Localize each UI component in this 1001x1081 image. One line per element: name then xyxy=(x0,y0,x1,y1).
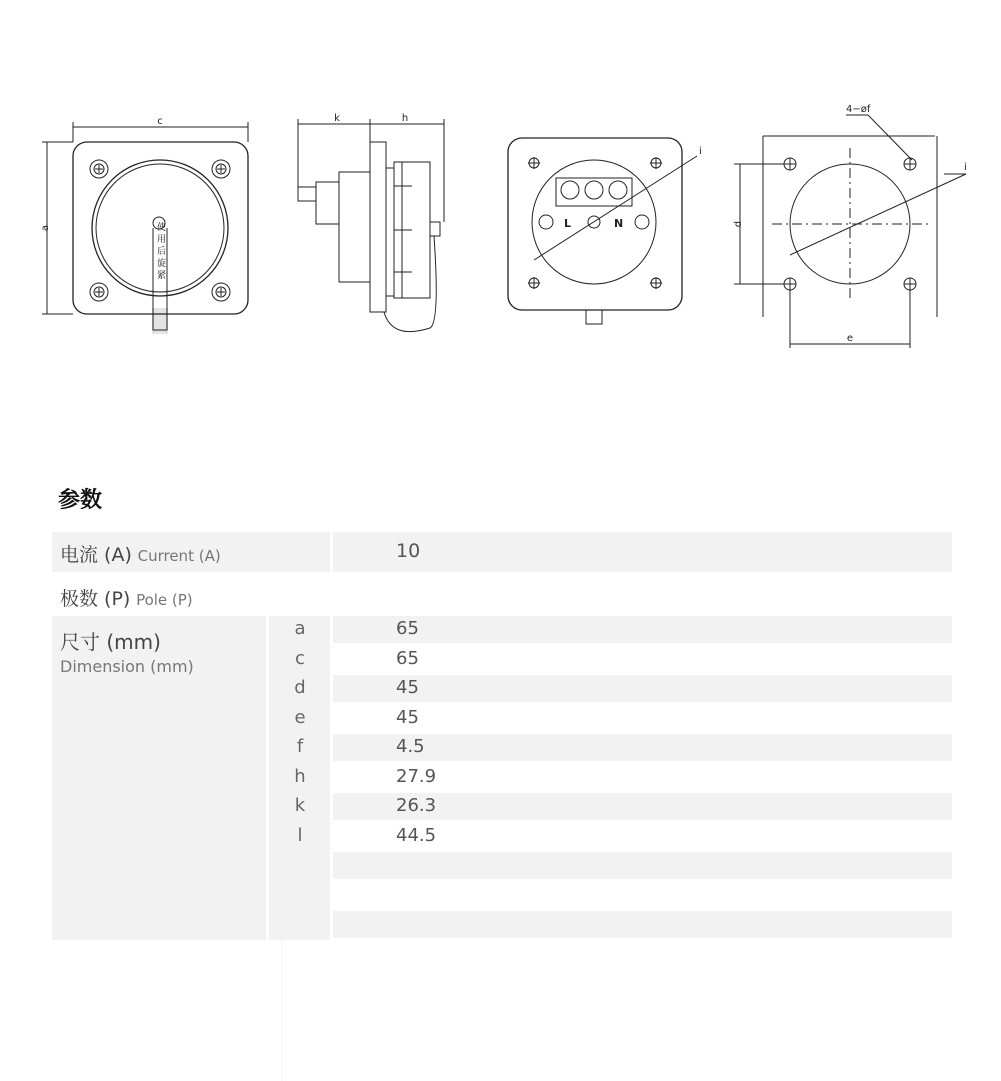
dimension-symbol: a xyxy=(294,618,306,639)
dim-e-label: e xyxy=(846,333,854,344)
dimension-row-band xyxy=(333,734,952,761)
current-value-cell xyxy=(333,532,952,572)
dimension-row-band xyxy=(333,616,952,643)
dimension-symbol: l xyxy=(297,824,303,846)
dimension-row-band xyxy=(333,911,952,938)
dim-d-label: d xyxy=(733,220,744,228)
technical-drawings xyxy=(0,90,1001,350)
current-label xyxy=(60,540,221,567)
section-title: 参数 xyxy=(58,488,103,513)
screw-holes-rear xyxy=(528,157,662,289)
dimension-symbol: k xyxy=(294,795,306,816)
drawing-svg xyxy=(0,90,1001,350)
dimension-value: 26.3 xyxy=(396,795,437,816)
dimension-symbol: h xyxy=(294,765,306,787)
column-divider xyxy=(281,940,282,1081)
dimension-label-en: Dimension (mm) xyxy=(60,657,194,676)
dimension-value: 27.9 xyxy=(396,765,437,787)
dimension-row-band xyxy=(333,852,952,879)
dimension-value: 4.5 xyxy=(396,736,425,757)
warning-strap-text xyxy=(155,221,166,282)
warning-text: 使用后旋紧 xyxy=(155,222,165,282)
pole-label-en: Pole (P) xyxy=(136,591,193,609)
dimension-value: 45 xyxy=(396,677,419,698)
dimension-label-cn: 尺寸 (mm) xyxy=(60,630,161,654)
dimension-row-band xyxy=(333,675,952,702)
pole-label-cn: 极数 (P) xyxy=(60,588,131,610)
side-view xyxy=(298,119,444,332)
current-label-en: Current (A) xyxy=(137,547,221,565)
dimension-value: 45 xyxy=(396,706,419,728)
dim-k-label: k xyxy=(334,113,340,124)
dim-hole-label: 4−øf xyxy=(846,104,871,115)
dimension-symbol: e xyxy=(294,706,306,728)
dim-h-label: h xyxy=(401,113,409,124)
dim-c-label: c xyxy=(157,116,163,127)
dim-a-label: a xyxy=(40,224,51,232)
terminal-l-label: L xyxy=(564,217,572,230)
pole-label xyxy=(60,584,193,611)
current-value: 10 xyxy=(396,540,421,562)
current-label-cn: 电流 (A) xyxy=(60,544,132,566)
dim-i-label-panel: i xyxy=(964,162,967,173)
panel-cutout-view xyxy=(734,115,966,348)
terminal-n-label: N xyxy=(614,217,624,230)
dimension-symbol: f xyxy=(296,736,304,757)
dim-i-label-rear: i xyxy=(699,146,702,157)
dimension-label xyxy=(60,626,194,676)
dimension-value: 65 xyxy=(396,647,419,669)
dimension-value: 65 xyxy=(396,618,419,639)
dimension-value: 44.5 xyxy=(396,824,437,846)
dimension-symbol: c xyxy=(295,647,305,669)
front-view xyxy=(42,122,248,334)
dimension-symbol: d xyxy=(294,677,306,698)
rear-view xyxy=(508,138,697,324)
